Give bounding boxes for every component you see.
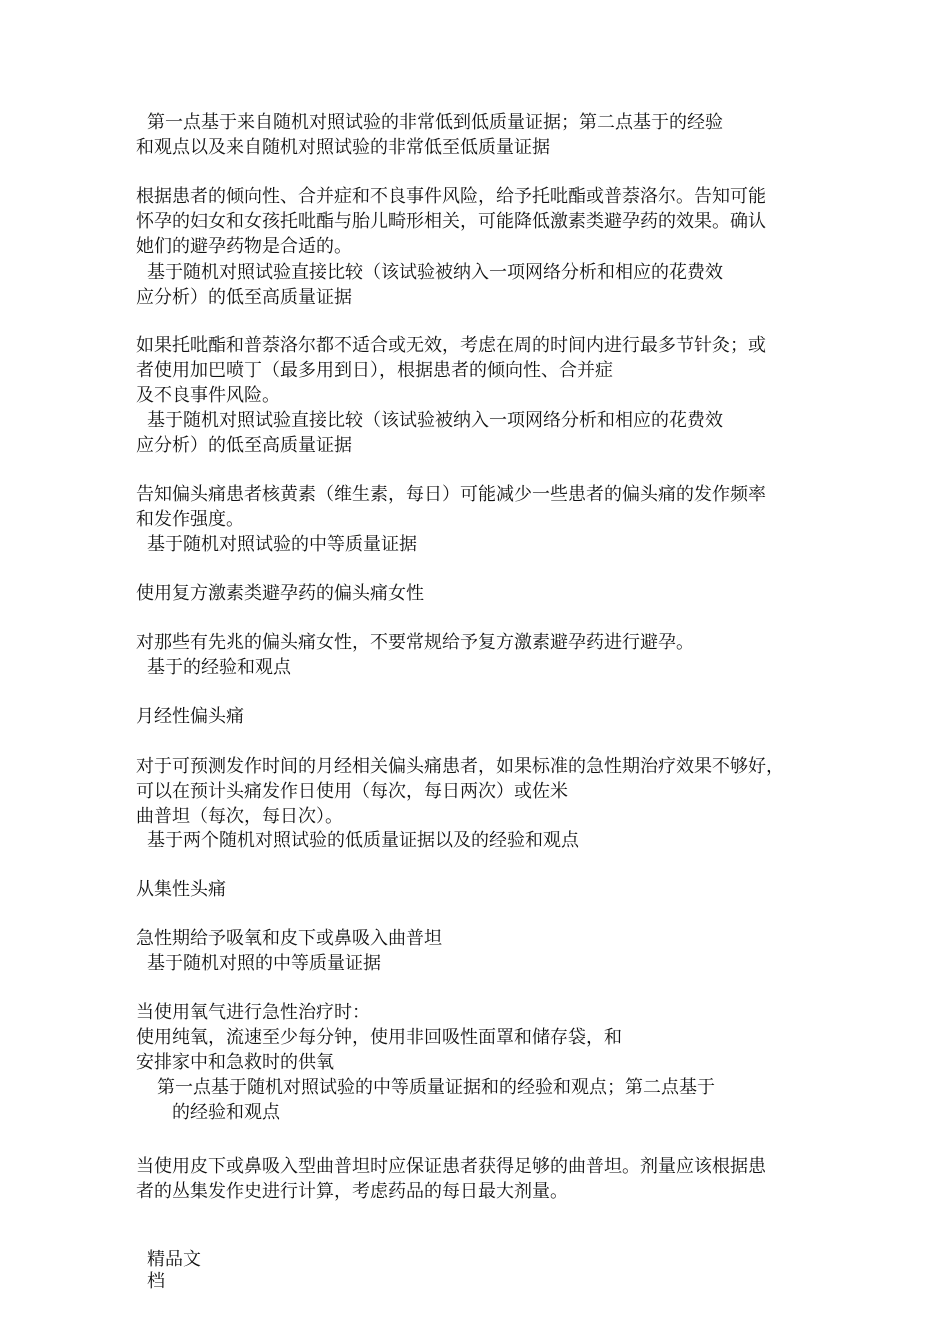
paragraph-line: 怀孕的妇女和女孩托吡酯与胎儿畸形相关，可能降低激素类避孕药的效果。确认 <box>136 211 766 232</box>
evidence-line-continued: 和观点以及来自随机对照试验的非常低至低质量证据 <box>136 137 550 158</box>
footer-label: 精品文 <box>147 1249 201 1270</box>
evidence-line: 基于的经验和观点 <box>147 657 291 678</box>
evidence-line: 基于随机对照试验直接比较（该试验被纳入一项网络分析和相应的花费效 <box>147 262 723 283</box>
paragraph-line: 对于可预测发作时间的月经相关偏头痛患者，如果标准的急性期治疗效果不够好， <box>136 756 784 777</box>
paragraph-line: 者的丛集发作史进行计算，考虑药品的每日最大剂量。 <box>136 1181 568 1202</box>
paragraph-line: 如果托吡酯和普萘洛尔都不适合或无效，考虑在周的时间内进行最多节针灸；或 <box>136 335 766 356</box>
evidence-line-continued: 的经验和观点 <box>172 1102 280 1123</box>
paragraph-line: 对那些有先兆的偏头痛女性，不要常规给予复方激素避孕药进行避孕。 <box>136 632 694 653</box>
paragraph-line: 者使用加巴喷丁（最多用到日），根据患者的倾向性、合并症 <box>136 360 613 381</box>
paragraph-line: 当使用氧气进行急性治疗时： <box>136 1002 370 1023</box>
evidence-line-continued: 应分析）的低至高质量证据 <box>136 435 352 456</box>
evidence-line-continued: 应分析）的低至高质量证据 <box>136 287 352 308</box>
evidence-line: 基于随机对照试验的中等质量证据 <box>147 534 417 555</box>
section-heading: 从集性头痛 <box>136 879 226 900</box>
paragraph-line: 和发作强度。 <box>136 509 244 530</box>
evidence-line: 第一点基于来自随机对照试验的非常低到低质量证据；第二点基于的经验 <box>147 112 723 133</box>
paragraph-line: 她们的避孕药物是合适的。 <box>136 236 352 257</box>
paragraph-line: 根据患者的倾向性、合并症和不良事件风险，给予托吡酯或普萘洛尔。告知可能 <box>136 186 766 207</box>
paragraph-line: 当使用皮下或鼻吸入型曲普坦时应保证患者获得足够的曲普坦。剂量应该根据患 <box>136 1156 766 1177</box>
paragraph-line: 急性期给予吸氧和皮下或鼻吸入曲普坦 <box>136 928 442 949</box>
paragraph-line: 使用纯氧，流速至少每分钟，使用非回吸性面罩和储存袋，和 <box>136 1027 622 1048</box>
section-heading: 使用复方激素类避孕药的偏头痛女性 <box>136 583 424 604</box>
evidence-line: 基于随机对照试验直接比较（该试验被纳入一项网络分析和相应的花费效 <box>147 410 723 431</box>
evidence-line: 基于随机对照的中等质量证据 <box>147 953 381 974</box>
paragraph-line: 安排家中和急救时的供氧 <box>136 1052 334 1073</box>
paragraph-line: 及不良事件风险。 <box>136 385 280 406</box>
paragraph-line: 告知偏头痛患者核黄素（维生素，每日）可能减少一些患者的偏头痛的发作频率 <box>136 484 766 505</box>
section-heading: 月经性偏头痛 <box>136 706 244 727</box>
footer-label: 档 <box>147 1271 165 1292</box>
evidence-line: 基于两个随机对照试验的低质量证据以及的经验和观点 <box>147 830 579 851</box>
paragraph-line: 可以在预计头痛发作日使用（每次，每日两次）或佐米 <box>136 781 568 802</box>
evidence-line: 第一点基于随机对照试验的中等质量证据和的经验和观点；第二点基于 <box>157 1077 715 1098</box>
paragraph-line: 曲普坦（每次，每日次）。 <box>136 806 343 827</box>
